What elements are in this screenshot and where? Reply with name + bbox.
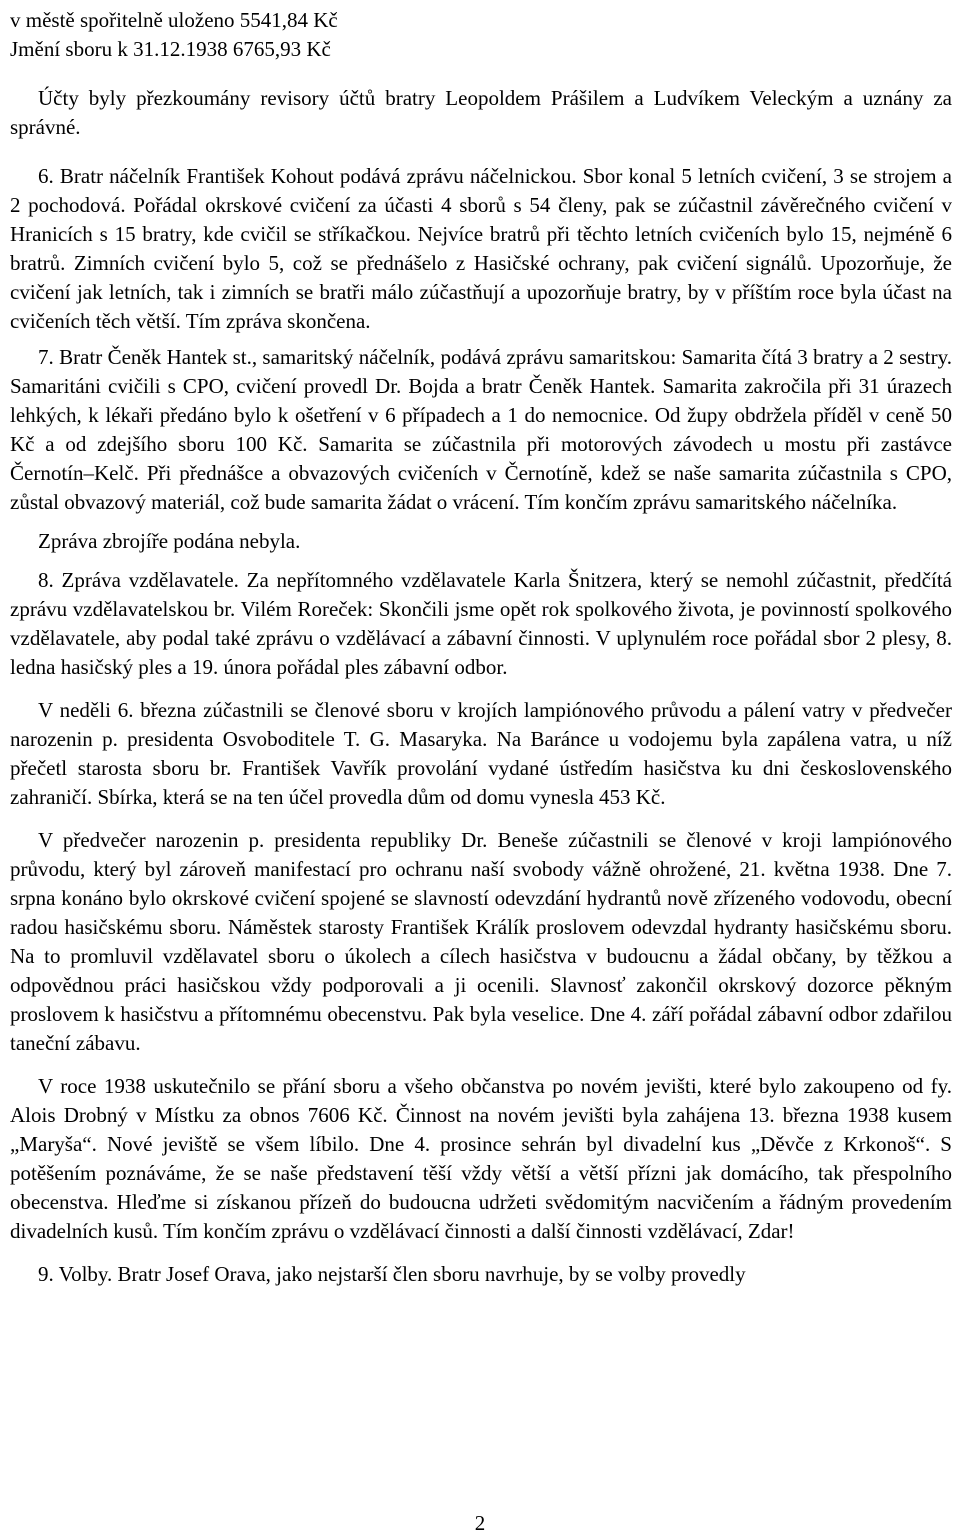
paragraph-benes-event: V předvečer narozenin p. presidenta republiky Dr. Beneše zúčastnili se členové v kroji lampiónového průvodu, který byl zároveň manifestací pro ochranu naší svobody vážně ohrožené, 21. května 1938. Dne 7. srpna konáno bylo okrskové cvičení spojené se slavností odevzdání hydrantů nově zřízeného vodovodu, obecní radou hasičskému sboru. Náměstek starosty František Králík proslovem odevzdal hydranty hasičskému sboru. Na to promluvil vzdělavatel sboru o úkolech a cílech hasičstva v budoucnu a žádal občany, by těžkou a odpovědnou práci hasičskou vždy podporovali a ji ocenili. Slavnosť zakončil okrskový dozorce pěkným proslovem k hasičstvu a přítomnému obecenstvu. Pak byla veselice. Dne 4. září pořádal zábavní odbor zdařilou taneční zábavu.	[10, 828, 952, 1055]
paragraph-theatre: V roce 1938 uskutečnilo se přání sboru a všeho občanstva po novém jevišti, které bylo zakoupeno od fy. Alois Drobný v Místku za obnos 7606 Kč. Činnost na novém jevišti byla zahájena 13. března 1938 kusem „Maryša“. Nové jeviště se všem líbilo. Dne 4. prosince sehrán byl divadelní kus „Děvče z Krkonoš“. S potěšením poznáváme, že se naše představení těší vždy větší a větší přízni jak domácího, tak přespolního obecenstva. Hleďme si získanou přízeň do budoucna udržeti svědomitým nacvičením a řádným provedením divadelních kusů. Tím končím zprávu o vzdělávací činnosti a další činnosti vzdělávací, Zdar!	[10, 1074, 952, 1243]
paragraph-samaritan-report: 7. Bratr Čeněk Hantek st., samaritský náčelník, podává zprávu samaritskou: Samarita čítá 3 bratry a 2 sestry. Samaritáni cvičili s CPO, cvičení provedl Dr. Bojda a bratr Čeněk Hantek. Samarita zakročila při 31 úrazech lehkých, k lékaři předáno bylo k ošetření v 6 případech a 1 do nemocnice. Od župy obdržela příděl v ceně 50 Kč a od zdejšího sboru 100 Kč. Samarita se zúčastnila při motorových závodech u mostu při zastávce Černotín–Kelč. Při přednášce a obvazových cvičeních v Černotíně, kdež se naše samarita zúčastnila s CPO, zůstal obvazový materiál, což bude samarita žádat o vrácení. Tím končím zprávu samaritského náčelníka.	[10, 345, 952, 514]
paragraph-march-event: V neděli 6. března zúčastnili se členové sboru v krojích lampiónového průvodu a pálení vatry v předvečer narozenin p. presidenta Osvoboditele T. G. Masaryka. Na Baránce u vodojemu byla zapálena vatra, u níž přečetl starosta sboru br. František Vavřík provolání vydané ústředím hasičstva ku dni československého zahraničí. Sbírka, která se na ten účel provedla dům od domu vynesla 453 Kč.	[10, 698, 952, 809]
paragraph-chief-report: 6. Bratr náčelník František Kohout podává zprávu náčelnickou. Sbor konal 5 letních cvičení, 3 se strojem a 2 pochodová. Pořádal okrskové cvičení za účasti 4 sborů s 54 členy, pak se zúčastnil závěrečného cvičení v Hranicích s 15 bratry, kde cvičil se stříkačkou. Nejvíce bratrů při těchto letních cvičeních bylo 15, nejméně 6 bratrů. Zimních cvičení bylo 5, což se přednášelo z Hasičské ochrany, pak cvičení signálů. Upozorňuje, že cvičení jak letních, tak i zimních se bratři málo zúčastňují a upozorňuje bratry, by v příštím roce byla účast na cvičeních těch větší. Tím zpráva skončena.	[10, 164, 952, 333]
page-number: 2	[474, 1511, 486, 1535]
paragraph-elections: 9. Volby. Bratr Josef Orava, jako nejstarší člen sboru navrhuje, by se volby provedly	[38, 1262, 746, 1286]
text-line-savings: v městě spořitelně uloženo 5541,84 Kč	[10, 8, 338, 32]
paragraph-audit: Účty byly přezkoumány revisory účtů bratry Leopoldem Prášilem a Ludvíkem Veleckým a uznány za správné.	[10, 86, 952, 139]
paragraph-armorer-report: Zpráva zbrojíře podána nebyla.	[38, 529, 301, 553]
text-line-assets: Jmění sboru k 31.12.1938 6765,93 Kč	[10, 37, 331, 61]
paragraph-educator-report: 8. Zpráva vzdělavatele. Za nepřítomného vzdělavatele Karla Šnitzera, který se nemohl zúčastnit, předčítá zprávu vzdělavatelskou br. Vilém Roreček: Skončili jsme opět rok spolkového života, je povinností spolkového vzdělavatele, aby podal také zprávu o vzdělávací a zábavní činnosti. V uplynulém roce pořádal sbor 2 plesy, 8. ledna hasičský ples a 19. února pořádal ples zábavní odbor.	[10, 568, 952, 679]
